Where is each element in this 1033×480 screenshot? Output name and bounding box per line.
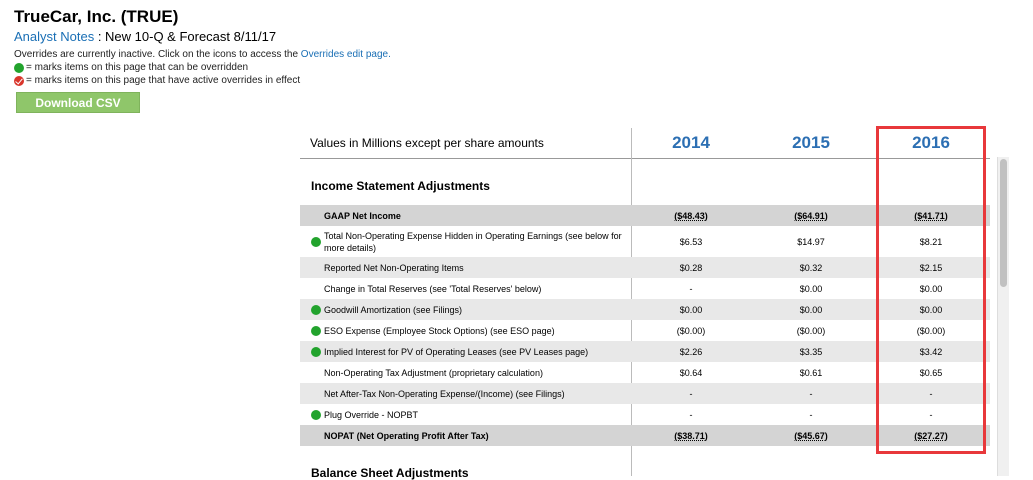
row-value-2016 (871, 320, 991, 341)
row-value-2015 (751, 278, 871, 299)
table-row (300, 299, 990, 320)
row-value-2015 (751, 226, 871, 257)
value-text: $0.65 (919, 367, 943, 378)
legend-active-override-text: = marks items on this page that have active overrides in effect (26, 75, 301, 86)
value-text: $0.00 (919, 304, 943, 315)
value-text: ($27.27) (914, 430, 948, 441)
row-label: Total Non-Operating Expense Hidden in Operating Earnings (see below for more details) (324, 230, 622, 253)
value-text: $6.53 (679, 236, 703, 247)
legend-overridable (14, 62, 248, 73)
download-csv-button[interactable]: Download CSV (16, 92, 140, 113)
value-text: $2.26 (679, 346, 703, 357)
adjustments-table (300, 205, 990, 446)
company-title: TrueCar, Inc. (TRUE) (14, 7, 179, 26)
row-label: Reported Net Non-Operating Items (324, 262, 464, 273)
value-text: $14.97 (797, 236, 825, 247)
override-dot-icon[interactable] (311, 326, 321, 336)
value-text: $0.00 (799, 283, 823, 294)
override-dot-icon[interactable] (311, 305, 321, 315)
row-label: Implied Interest for PV of Operating Leases (see PV Leases page) (324, 346, 589, 357)
table-row (300, 341, 990, 362)
row-value-2014 (631, 425, 751, 446)
value-text: $2.15 (919, 262, 943, 273)
year-header-2014: 2014 (672, 133, 710, 152)
value-text: $0.64 (679, 367, 703, 378)
value-text: - (689, 388, 693, 399)
row-value-2014 (631, 383, 751, 404)
table-row (300, 257, 990, 278)
row-value-2015 (751, 320, 871, 341)
row-value-2016 (871, 299, 991, 320)
row-value-2014 (631, 257, 751, 278)
value-text: $8.21 (919, 236, 943, 247)
scrollbar-thumb[interactable] (1000, 159, 1007, 287)
table-header-row (300, 130, 990, 159)
value-text: $3.35 (799, 346, 823, 357)
row-value-2016 (871, 341, 991, 362)
value-text: - (809, 409, 813, 420)
value-text: $0.00 (799, 304, 823, 315)
value-text: ($41.71) (914, 210, 948, 221)
row-label: NOPAT (Net Operating Profit After Tax) (324, 430, 489, 441)
green-dot-icon (14, 63, 24, 73)
row-value-2015 (751, 425, 871, 446)
value-text: - (689, 409, 693, 420)
overrides-notice (14, 49, 391, 60)
value-text: - (929, 388, 933, 399)
value-text: ($0.00) (916, 325, 946, 336)
override-dot-icon[interactable] (311, 410, 321, 420)
year-header-2016: 2016 (912, 133, 950, 152)
row-value-2015 (751, 341, 871, 362)
legend-overridable-text: = marks items on this page that can be overridden (26, 62, 249, 73)
value-text: ($0.00) (796, 325, 826, 336)
row-value-2016 (871, 404, 991, 425)
value-text: ($64.91) (794, 210, 828, 221)
analyst-notes-link[interactable]: Analyst Notes (14, 29, 95, 44)
override-dot-icon[interactable] (311, 347, 321, 357)
value-text: - (689, 283, 693, 294)
row-value-2014 (631, 299, 751, 320)
row-value-2016 (871, 362, 991, 383)
table-row (300, 383, 990, 404)
row-value-2016 (871, 278, 991, 299)
value-text: - (929, 409, 933, 420)
section-title-balance: Balance Sheet Adjustments (311, 466, 469, 480)
row-value-2014 (631, 320, 751, 341)
value-text: ($38.71) (674, 430, 708, 441)
overrides-notice-text: Overrides are currently inactive. Click on the icons to access the (14, 49, 301, 60)
row-label: ESO Expense (Employee Stock Options) (see ESO page) (324, 325, 555, 336)
row-value-2015 (751, 362, 871, 383)
value-text: $0.00 (679, 304, 703, 315)
row-value-2016 (871, 383, 991, 404)
override-dot-icon[interactable] (311, 237, 321, 247)
table-row (300, 404, 990, 425)
value-text: ($0.00) (676, 325, 706, 336)
row-value-2015 (751, 404, 871, 425)
row-value-2014 (631, 404, 751, 425)
table-row (300, 320, 990, 341)
row-value-2015 (751, 257, 871, 278)
row-value-2014 (631, 226, 751, 257)
row-label: GAAP Net Income (324, 210, 401, 221)
row-value-2016 (871, 425, 991, 446)
value-text: $3.42 (919, 346, 943, 357)
row-value-2016 (871, 257, 991, 278)
section-title-income: Income Statement Adjustments (311, 179, 490, 193)
subtitle-line (14, 29, 276, 44)
row-label: Change in Total Reserves (see 'Total Reserves' below) (324, 283, 542, 294)
table-row (300, 362, 990, 383)
table-row (300, 278, 990, 299)
row-value-2016 (871, 226, 991, 257)
value-text: $0.00 (919, 283, 943, 294)
row-value-2015 (751, 299, 871, 320)
row-value-2014 (631, 362, 751, 383)
row-value-2014 (631, 341, 751, 362)
legend-active-override (14, 75, 300, 86)
value-text: ($48.43) (674, 210, 708, 221)
value-text: - (809, 388, 813, 399)
row-label: Goodwill Amortization (see Filings) (324, 304, 463, 315)
value-text: ($45.67) (794, 430, 828, 441)
row-value-2015 (751, 383, 871, 404)
value-text: $0.32 (799, 262, 823, 273)
subtitle-text: : New 10-Q & Forecast 8/11/17 (94, 29, 277, 44)
row-value-2016 (871, 205, 991, 226)
table-row (300, 205, 990, 226)
row-value-2014 (631, 278, 751, 299)
table-row (300, 425, 990, 446)
red-check-icon (14, 76, 24, 86)
row-label: Net After-Tax Non-Operating Expense/(Income) (see Filings) (324, 388, 565, 399)
row-value-2014 (631, 205, 751, 226)
value-text: $0.61 (799, 367, 823, 378)
overrides-edit-link[interactable]: Overrides edit page. (300, 49, 391, 60)
row-value-2015 (751, 205, 871, 226)
year-header-2015: 2015 (792, 133, 830, 152)
row-label: Plug Override - NOPBT (324, 409, 419, 420)
units-label: Values in Millions except per share amounts (310, 136, 544, 150)
row-label: Non-Operating Tax Adjustment (proprietary calculation) (324, 367, 543, 378)
value-text: $0.28 (679, 262, 703, 273)
table-row (300, 226, 990, 257)
scrollbar[interactable] (997, 157, 1009, 476)
